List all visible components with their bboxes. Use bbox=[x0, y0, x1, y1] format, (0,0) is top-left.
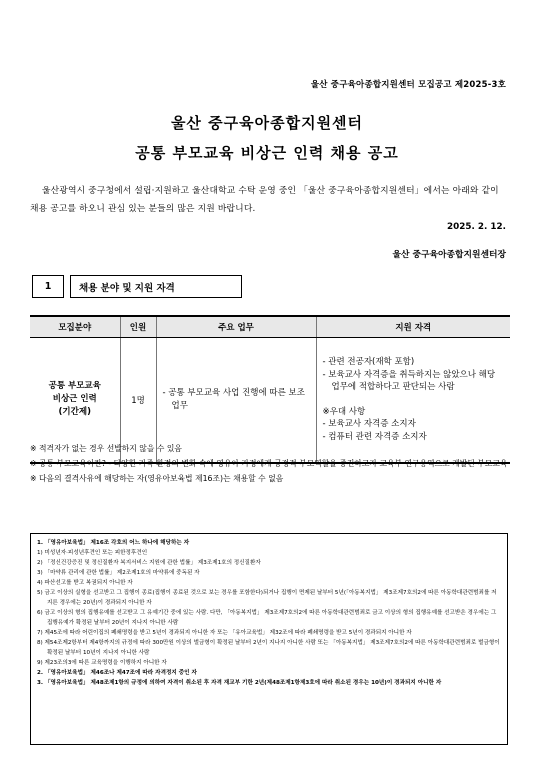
header-duty: 주요 업무 bbox=[156, 316, 316, 337]
notes-list bbox=[30, 442, 510, 487]
disqualification-heading: 2. 「영유아보육법」 제46조나 제47조에 따라 자격정지 중인 자 bbox=[37, 670, 197, 676]
note-item: ※ 다음의 결격사유에 해당하는 자(영유아보육법 제16조)는 채용할 수 없음 bbox=[30, 474, 284, 483]
disqualification-item: 8) 제54조제2항부터 제4항까지의 규정에 따라 300만원 이상의 벌금형이 확정된 날부터 2년이 지나지 아니한 사람 또는 「아동복지법」 제3조제7호의2에 따른 아동학대관련범죄로 벌금형이 확정된 날부터 10년이 지나지 아니한 사람 bbox=[37, 640, 500, 656]
disqualification-item: 9) 제23조의3에 따른 교육명령을 이행하지 아니한 자 bbox=[37, 660, 167, 666]
note-item: ※ 적격자가 없는 경우 선발하지 않을 수 있음 bbox=[30, 444, 182, 453]
qualification-item: - 보육교사 자격증을 취득하지는 않았으나 해당 업무에 적합하다고 판단되는 사람 bbox=[322, 369, 496, 393]
disqualification-item: 1) 미성년자·피성년후견인 또는 피한정후견인 bbox=[37, 550, 148, 556]
section-title: 채용 분야 및 지원 자격 bbox=[70, 275, 242, 298]
disqualification-box bbox=[30, 533, 508, 745]
field-line: (기간제) bbox=[58, 407, 91, 418]
page-title: 울산 중구육아종합지원센터 bbox=[170, 114, 364, 132]
disqualification-item: 5) 금고 이상의 실형을 선고받고 그 집행이 종료(집행이 종료된 것으로 보는 경우를 포함한다)되거나 집행이 면제된 날부터 5년(「아동복지법」 제3조제7호의2에 따른 아동학대관련범죄를 저지른 경우에는 20년)이 경과되지 아니한 자 bbox=[37, 590, 497, 606]
note-item: ※ 공통 부모교육이란? - 다양한 가족 환경의 변화 속에 영유아 가정에게 긍정적 부모역할을 증진하고자 교육부 연구용역으로 개발된 부모교육 bbox=[30, 459, 508, 468]
section-number: 1 bbox=[32, 275, 64, 298]
disqualification-item: 4) 파산선고를 받고 복권되지 아니한 자 bbox=[37, 580, 133, 586]
disqualification-item: 6) 금고 이상의 형의 집행유예를 선고받고 그 유예기간 중에 있는 사람. 다만, 「아동복지법」 제3조제7호의2에 따른 아동학대관련범죄로 금고 이상의 형의 집행유예를 선고받은 경우에는 그 집행유예가 확정된 날부터 20년이 지나지 아니한 사람 bbox=[37, 610, 497, 626]
preferred-item: - 컴퓨터 관련 자격증 소지자 bbox=[322, 431, 427, 442]
issuing-organization: 울산 중구육아종합지원센터장 bbox=[392, 250, 506, 260]
intro-paragraph: 울산광역시 중구청에서 설립·지원하고 울산대학교 수탁 운영 중인 「울산 중구육아종합지원센터」에서는 아래와 같이 채용 공고를 하오니 관심 있는 분들의 많은 지원 바랍니다. bbox=[30, 186, 499, 214]
table-header-row bbox=[30, 316, 510, 337]
cell-count: 1명 bbox=[120, 337, 156, 463]
header-qualification: 지원 자격 bbox=[316, 316, 510, 337]
notice-number: 울산 중구육아종합지원센터 모집공고 제2025-3호 bbox=[310, 80, 506, 90]
field-line: 비상근 인력 bbox=[52, 394, 97, 405]
preferred-title: ※우대 사항 bbox=[322, 406, 366, 417]
disqualification-heading: 1. 「영유아보육법」 제16조 각호의 어느 하나에 해당하는 자 bbox=[37, 540, 190, 546]
qualification-item: - 관련 전공자(재학 포함) bbox=[322, 357, 415, 368]
preferred-item: - 보육교사 자격증 소지자 bbox=[322, 419, 416, 430]
disqualification-item: 7) 제45조에 따라 어린이집의 폐쇄명령을 받고 5년이 경과되지 아니한 자 또는 「유아교육법」 제32조에 따라 폐쇄명령을 받고 5년이 경과되지 아니한 자 bbox=[37, 630, 412, 636]
disqualification-item: 2) 「정신건강증진 및 정신질환자 복지서비스 지원에 관한 법률」 제3조제1호의 정신질환자 bbox=[37, 560, 261, 566]
notice-date: 2025. 2. 12. bbox=[447, 222, 506, 232]
disqualification-item: 3) 「마약류 관리에 관한 법률」 제2조제1호의 마약류에 중독된 자 bbox=[37, 570, 200, 576]
page-subtitle: 공통 부모교육 비상근 인력 채용 공고 bbox=[135, 144, 399, 162]
spacer bbox=[323, 394, 505, 406]
disqualification-heading: 3. 「영유아보육법」 제48조제1항의 규정에 의하여 자격이 취소된 후 자격 재교부 기한 2년(제48조제1항제3호에 따라 취소된 경우는 10년)이 경과되지 아니한 자 bbox=[37, 680, 442, 686]
field-line: 공통 부모교육 bbox=[48, 381, 101, 392]
duty-text: - 공통 부모교육 사업 진행에 따른 보조 업무 bbox=[162, 387, 305, 411]
header-field: 모집분야 bbox=[30, 316, 120, 337]
header-count: 인원 bbox=[120, 316, 156, 337]
